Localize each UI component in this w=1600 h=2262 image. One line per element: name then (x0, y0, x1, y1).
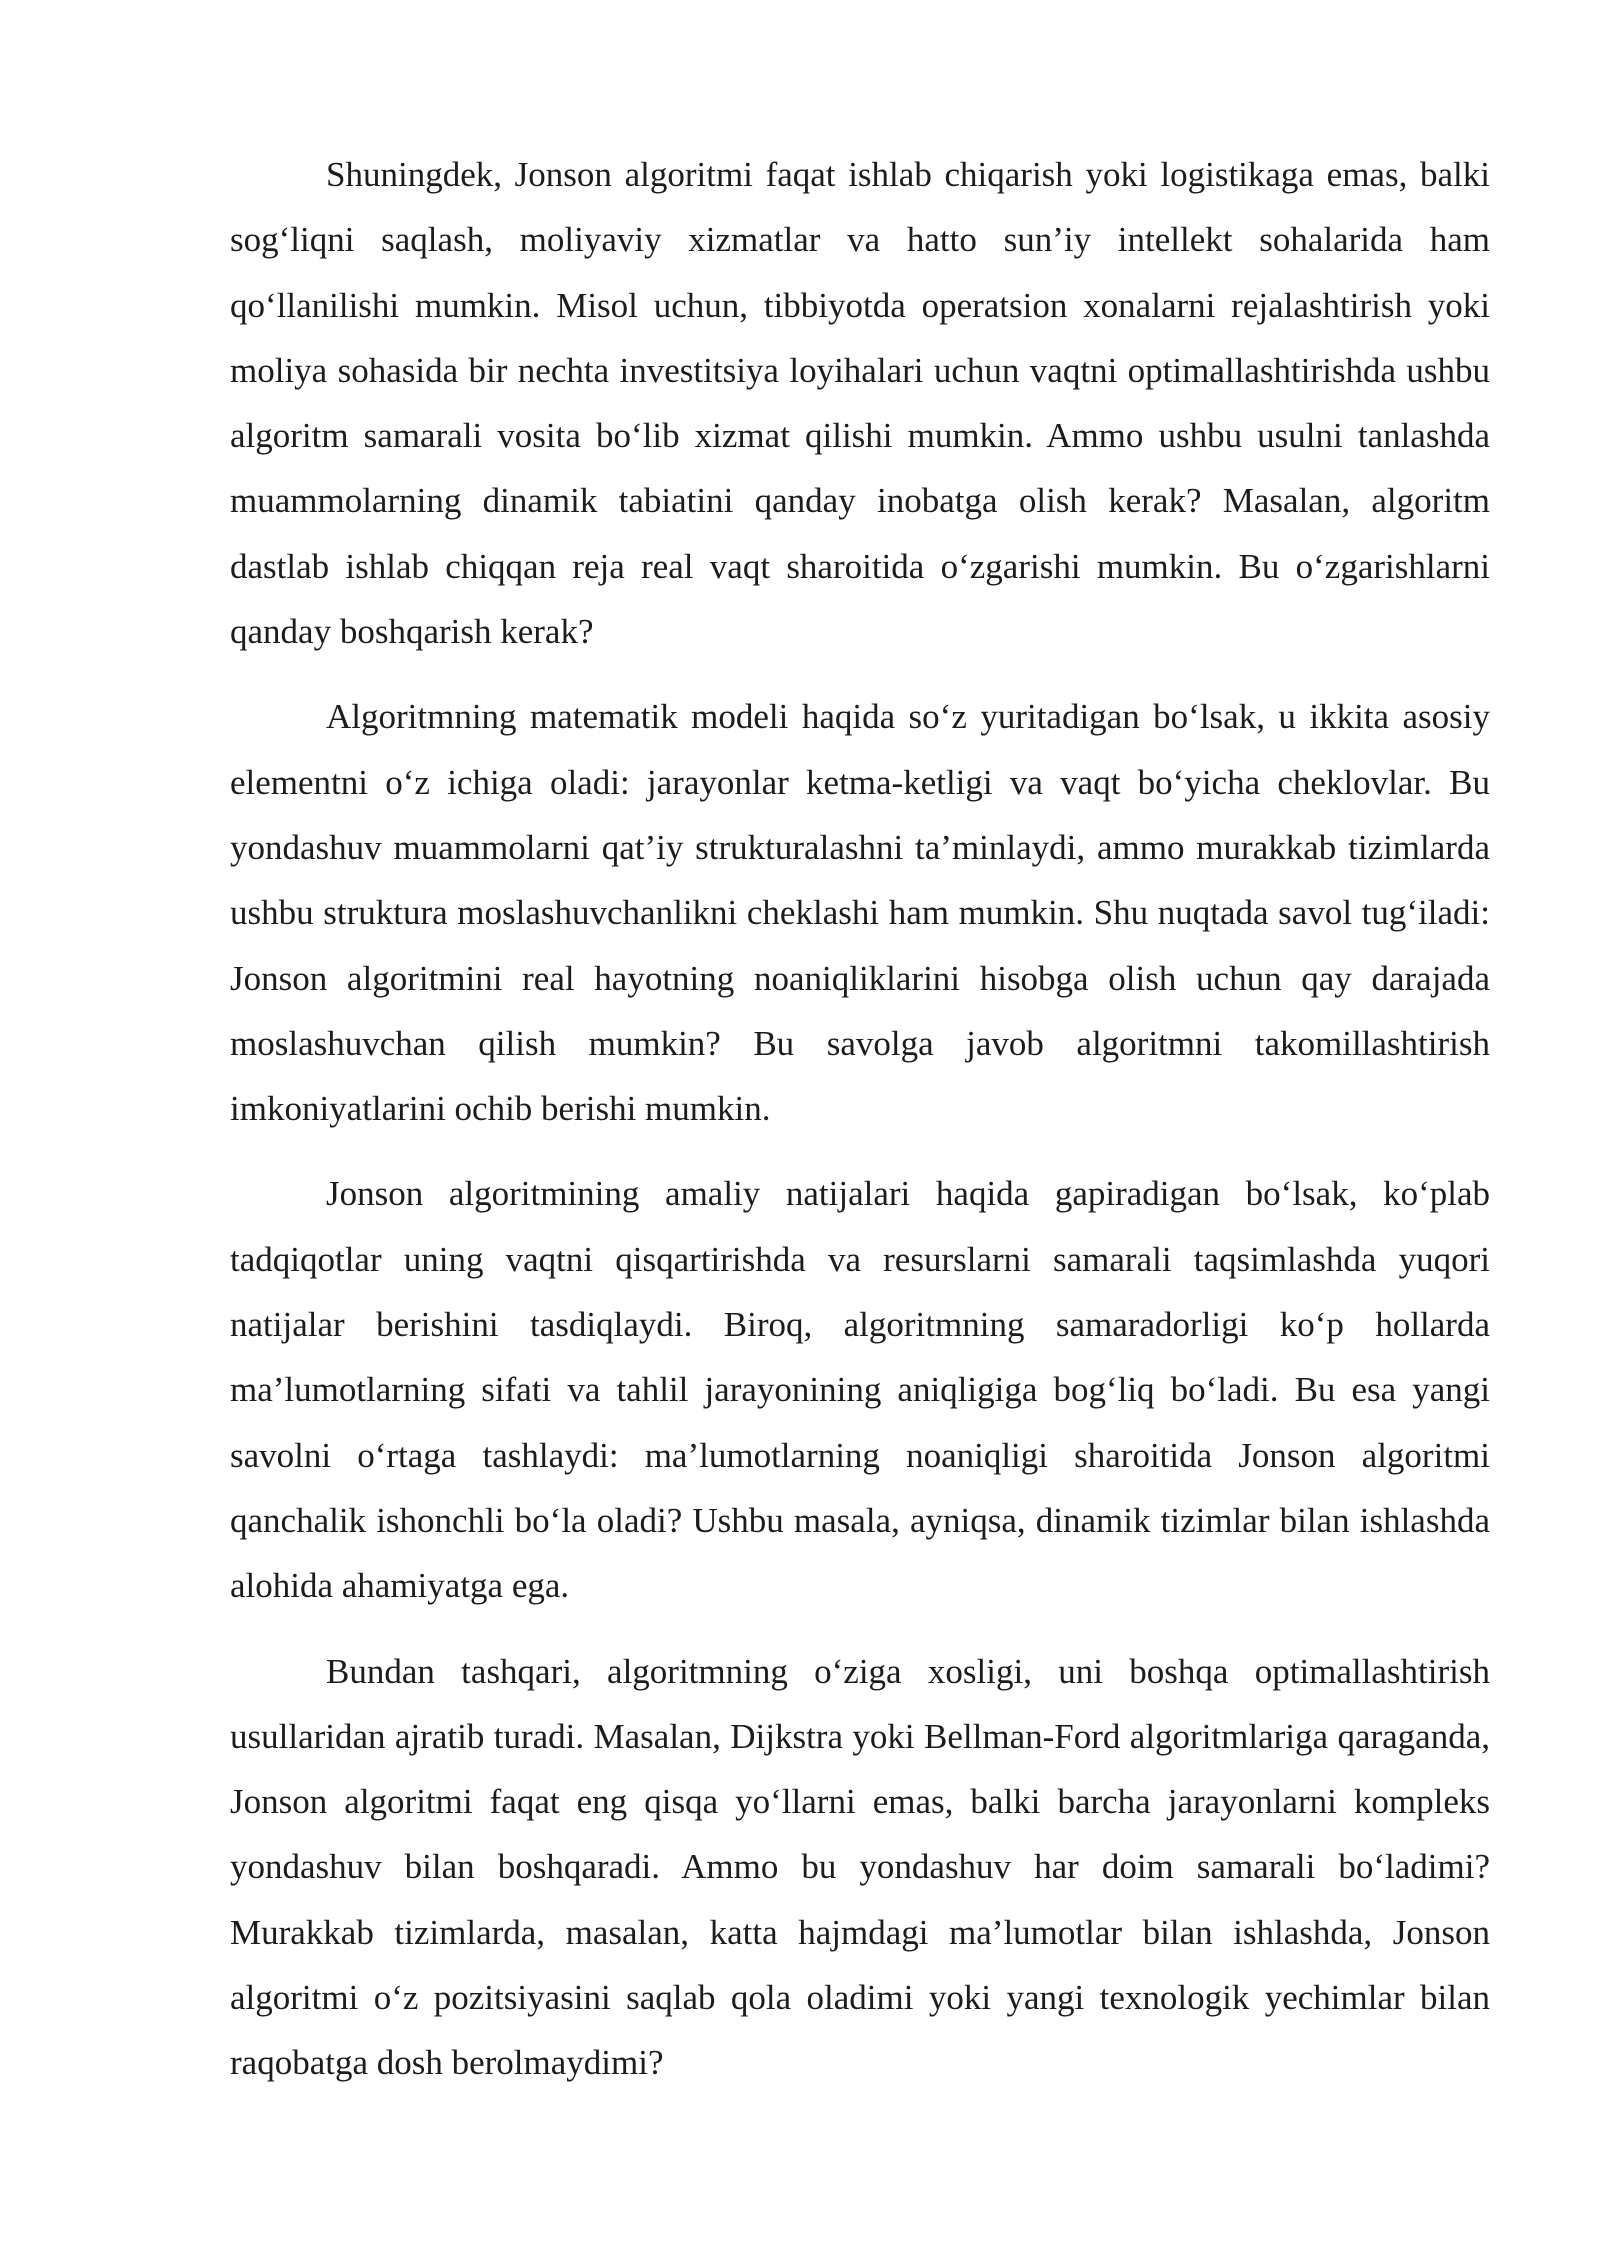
paragraph-1: Shuningdek, Jonson algoritmi faqat ishlab chiqarish yoki logistikaga emas, balki sog‘liqni saqlash, moliyaviy xizmatlar va hatto sun’iy intellekt sohalarida ham qo‘llanilishi mumkin. Misol uchun, tibbiyotda operatsion xonalarni rejalashtirish yoki moliya sohasida bir nechta investitsiya loyihalari uchun vaqtni optimallashtirishda ushbu algoritm samarali vosita bo‘lib xizmat qilishi mumkin. Ammo ushbu usulni tanlashda muammolarning dinamik tabiatini qanday inobatga olish kerak? Masalan, algoritm dastlab ishlab chiqqan reja real vaqt sharoitida o‘zgarishi mumkin. Bu o‘zgarishlarni qanday boshqarish kerak? (230, 155, 1490, 652)
paragraph-2: Algoritmning matematik modeli haqida so‘z yuritadigan bo‘lsak, u ikkita asosiy elementni o‘z ichiga oladi: jarayonlar ketma-ketligi va vaqt bo‘yicha cheklovlar. Bu yondashuv muammolarni qat’iy strukturalashni ta’minlaydi, ammo murakkab tizimlarda ushbu struktura moslashuvchanlikni cheklashi ham mumkin. Shu nuqtada savol tug‘iladi: Jonson algoritmini real hayotning noaniqliklarini hisobga olish uchun qay darajada moslashuvchan qilish mumkin? Bu savolga javob algoritmni takomillashtirish imkoniyatlarini ochib berishi mumkin. (230, 697, 1490, 1129)
document-body (230, 142, 1490, 2116)
paragraph-3: Jonson algoritmining amaliy natijalari haqida gapiradigan bo‘lsak, ko‘plab tadqiqotlar uning vaqtni qisqartirishda va resurslarni samarali taqsimlashda yuqori natijalar berishini tasdiqlaydi. Biroq, algoritmning samaradorligi ko‘p hollarda ma’lumotlarning sifati va tahlil jarayonining aniqligiga bog‘liq bo‘ladi. Bu esa yangi savolni o‘rtaga tashlaydi: ma’lumotlarning noaniqligi sharoitida Jonson algoritmi qanchalik ishonchli bo‘la oladi? Ushbu masala, ayniqsa, dinamik tizimlar bilan ishlashda alohida ahamiyatga ega. (230, 1174, 1490, 1606)
paragraph-4: Bundan tashqari, algoritmning o‘ziga xosligi, uni boshqa optimallashtirish usullaridan ajratib turadi. Masalan, Dijkstra yoki Bellman-Ford algoritmlariga qaraganda, Jonson algoritmi faqat eng qisqa yo‘llarni emas, balki barcha jarayonlarni kompleks yondashuv bilan boshqaradi. Ammo bu yondashuv har doim samarali bo‘ladimi? Murakkab tizimlarda, masalan, katta hajmdagi ma’lumotlar bilan ishlashda, Jonson algoritmi o‘z pozitsiyasini saqlab qola oladimi yoki yangi texnologik yechimlar bilan raqobatga dosh berolmaydimi? (230, 1651, 1490, 2083)
